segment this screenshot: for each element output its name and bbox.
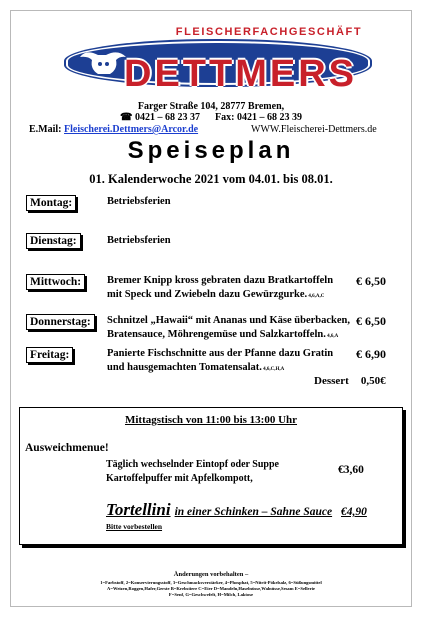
website-text: WWW.Fleischerei-Dettmers.de: [251, 124, 377, 135]
dish-line: Bratensauce, Möhrengemüse und Salzkartoffeln.: [107, 329, 326, 340]
dish-line: Bremer Knipp kross gebraten dazu Bratkartoffeln: [107, 275, 334, 286]
logo-name: DETTMERS: [124, 53, 357, 95]
dish-line: Panierte Fischschnitte aus der Pfanne dazu Gratin: [107, 348, 334, 359]
phone-fax-line: [11, 112, 411, 123]
email-link[interactable]: Fleischerei.Dettmers@Arcor.de: [64, 124, 199, 135]
day-dish-dienstag: [107, 234, 352, 248]
phone-fax-text: 0421 – 68 23 37 Fax: 0421 – 68 23 39: [135, 112, 302, 123]
lunch-hours-title: Mittagstisch von 11:00 bis 13:00 Uhr: [124, 414, 298, 426]
logo-arc-text: FLEISCHERFACHGESCHÄFT: [175, 26, 363, 38]
day-label-dienstag: Dienstag:: [26, 233, 81, 249]
alt-line: Kartoffelpuffer mit Apfelkompott,: [106, 473, 253, 484]
dish-line: Betriebsferien: [107, 235, 171, 246]
dish-line: mit Speck und Zwiebeln dazu Gewürzgurke.: [107, 289, 308, 300]
dessert-label: Dessert: [314, 375, 349, 387]
dessert-line: [314, 375, 386, 387]
day-dish-montag: [107, 195, 352, 209]
menu-page: [10, 10, 412, 607]
tortellini-name: Tortellini: [106, 500, 171, 519]
alternative-menu-title: Ausweichmenue!: [25, 442, 109, 454]
dish-line: Betriebsferien: [107, 196, 171, 207]
dessert-price: 0,50€: [360, 375, 386, 387]
day-dish-freitag: [107, 347, 352, 377]
alternative-menu-text: [106, 458, 279, 486]
alternative-menu-price: €3,60: [338, 464, 364, 476]
logo-oval: [66, 41, 370, 95]
dish-line: und hausgemachten Tomatensalat.: [107, 362, 262, 373]
tortellini-note: Bitte vorbestellen: [106, 522, 163, 531]
allergen-codes: 4,6,A: [325, 334, 339, 339]
day-dish-mittwoch: [107, 274, 352, 304]
lunch-box: [19, 407, 403, 545]
day-label-donnerstag: Donnerstag:: [26, 314, 95, 330]
tortellini-price: €4,90: [341, 506, 367, 518]
price-donnerstag: € 6,50: [356, 314, 386, 328]
footer-allergens-2: F=Senf, G=Geschwefelt, H=Milch, Laktose: [168, 592, 254, 597]
alt-line: Täglich wechselnder Eintopf oder Suppe: [106, 459, 279, 470]
page-title: Speiseplan: [127, 137, 295, 164]
footer-title: Änderungen vorbehalten –: [173, 571, 249, 578]
tortellini-dish: [106, 500, 332, 520]
telephone-icon: ☎: [120, 112, 133, 123]
day-label-montag: Montag:: [26, 195, 76, 211]
price-mittwoch: € 6,50: [356, 274, 386, 288]
price-freitag: € 6,90: [356, 347, 386, 361]
contact-line: [29, 124, 409, 135]
tortellini-sauce: in einer Schinken – Sahne Sauce: [174, 506, 333, 518]
day-dish-donnerstag: [107, 314, 352, 344]
allergen-codes: 4,6,A,C: [307, 294, 325, 299]
week-heading: 01. Kalenderwoche 2021 vom 04.01. bis 08.01.: [89, 172, 333, 186]
dish-line: Schnitzel „Hawaii“ mit Ananas und Käse überbacken,: [107, 315, 350, 326]
email-label: E.Mail:: [29, 124, 62, 135]
dettmers-logo: [66, 23, 376, 95]
day-label-mittwoch: Mittwoch:: [26, 274, 85, 290]
allergen-codes: 4,6,C,H,A: [261, 367, 285, 372]
day-label-freitag: Freitag:: [26, 347, 73, 363]
footer-allergens: A=Weizen,Roggen,Hafer,Gerste B=Krebstiere C=Eier D=Mandeln,Haselnüsse,Walnüsse,Sesam E=Sellerie: [107, 586, 315, 591]
address-line: Farger Straße 104, 28777 Bremen,: [137, 101, 285, 112]
footer-additives: 1=Farbstoff, 2=Konservierungsstoff, 3=Geschmacksverstärker, 4=Phosphat, 5=Nitrit-Pökelsalz, 6=Süßungsmittel: [100, 580, 322, 585]
